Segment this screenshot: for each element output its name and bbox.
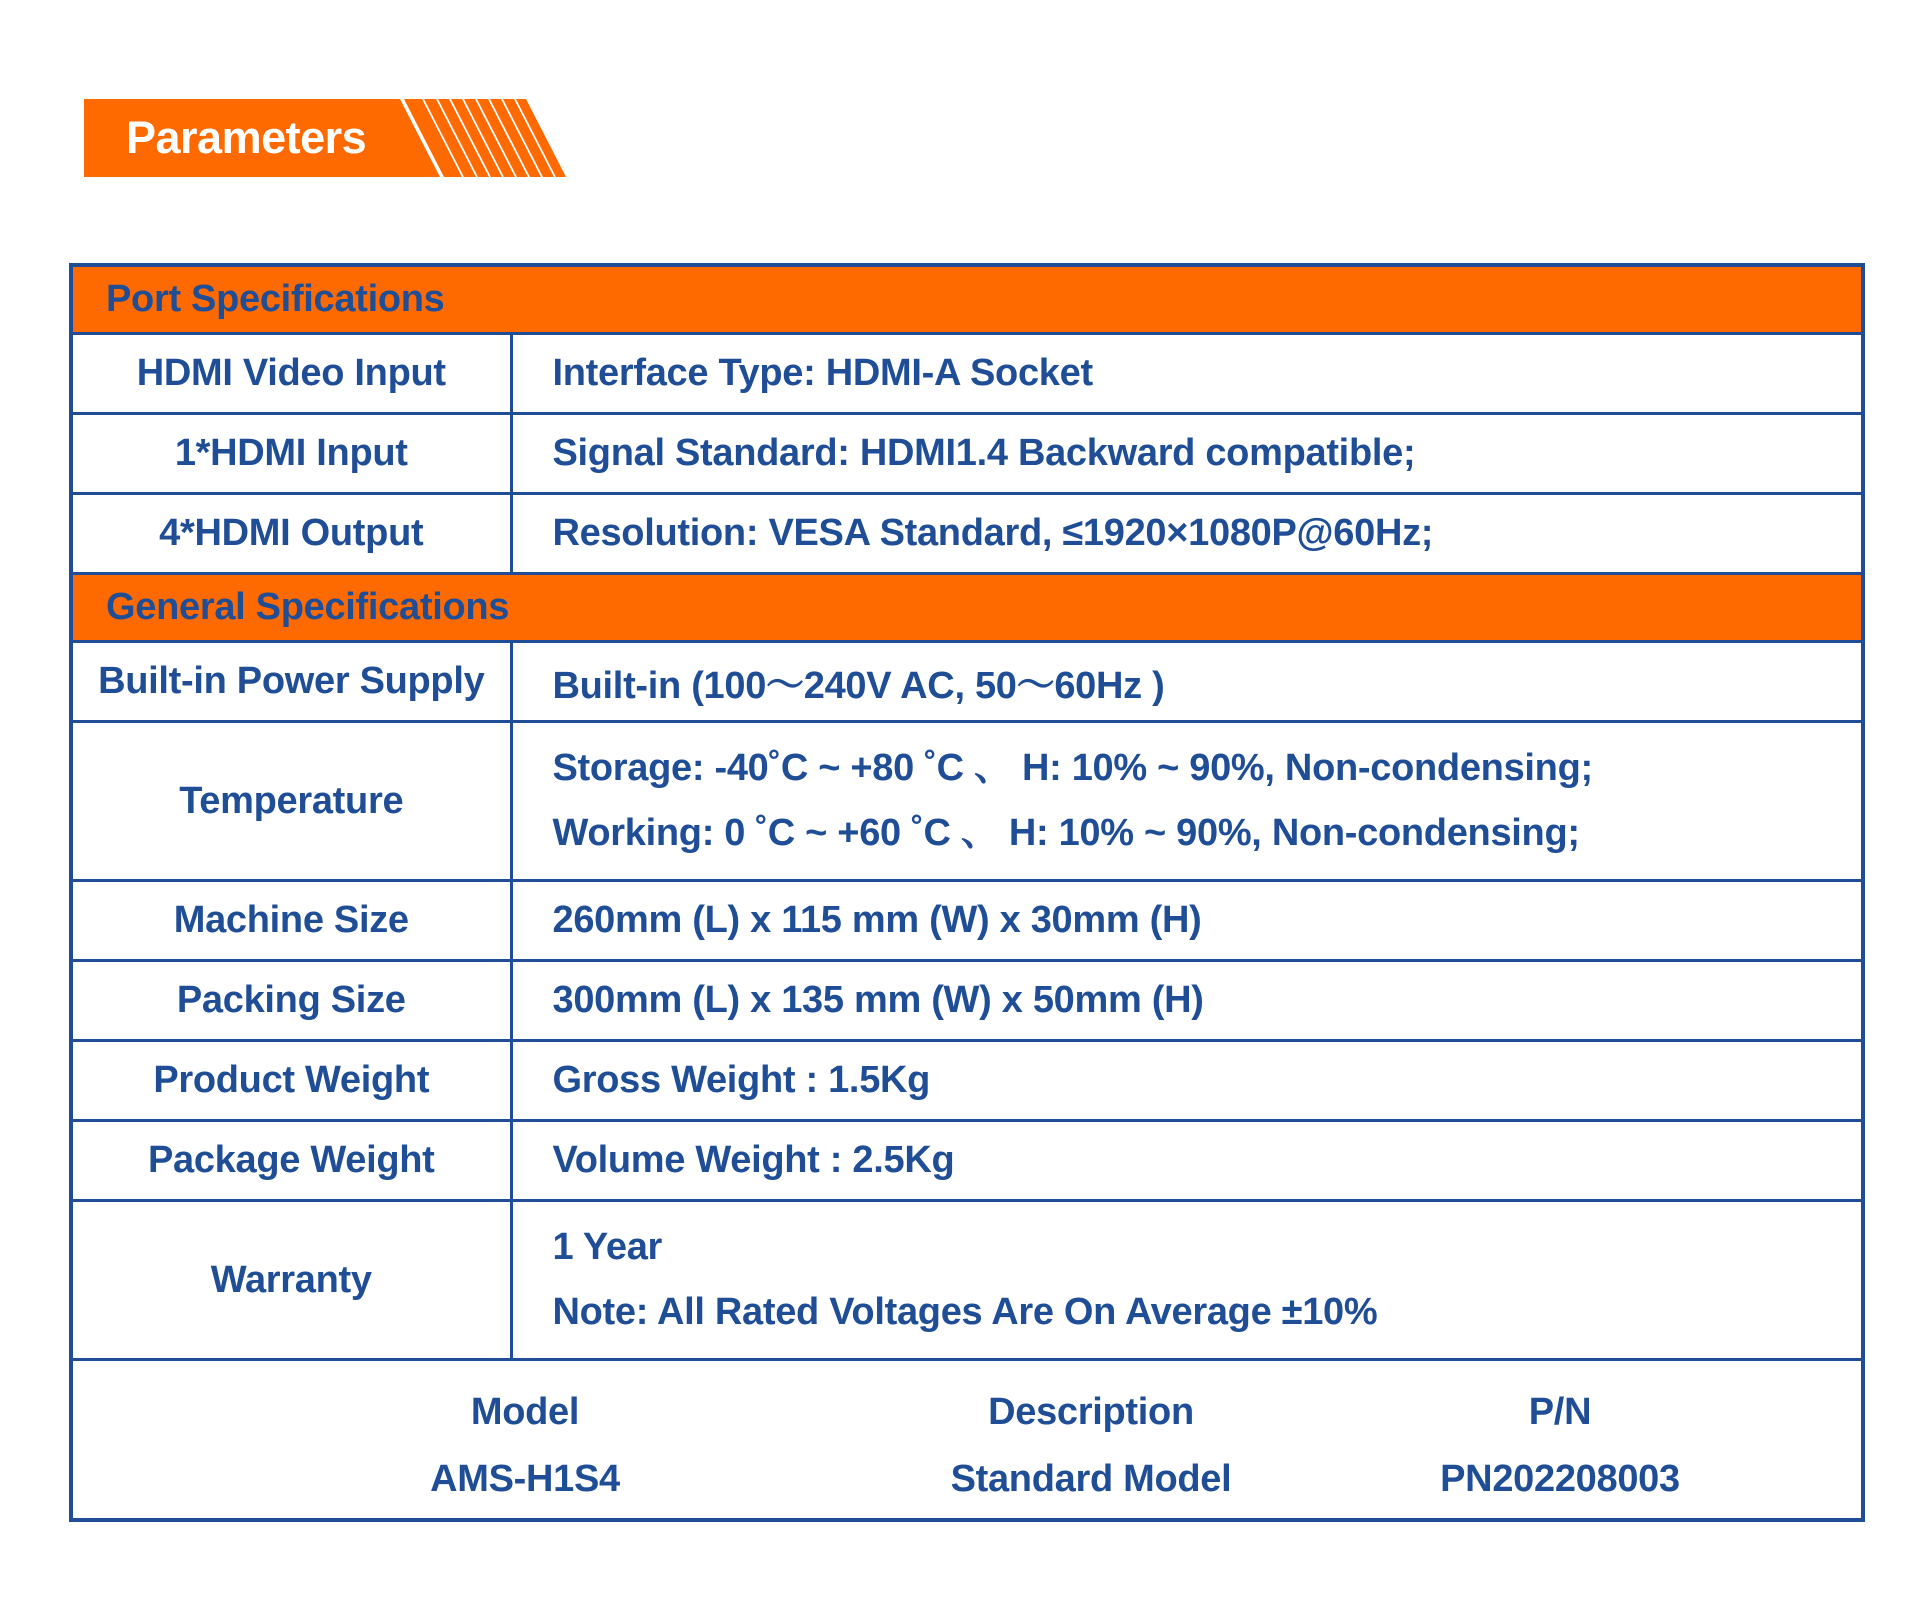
pn-column: [1330, 1379, 1790, 1513]
table-row: [71, 414, 1863, 494]
section-title: Port Specifications: [71, 265, 1863, 334]
row-value-warranty: [511, 1201, 1863, 1360]
model-info-row: [71, 1360, 1863, 1521]
row-value-gross-weight: Gross Weight : 1.5Kg: [511, 1041, 1863, 1121]
row-label-packing-size: Packing Size: [71, 961, 511, 1041]
pn-header: P/N: [1528, 1391, 1592, 1433]
row-label-machine-size: Machine Size: [71, 881, 511, 961]
warranty-note: Note: All Rated Voltages Are On Average ±10%: [552, 1291, 1378, 1333]
temperature-storage: Storage: -40˚C ~ +80 ˚C 、 H: 10% ~ 90%, Non-condensing;: [552, 747, 1593, 789]
parameters-banner: [84, 99, 566, 177]
description-column: [861, 1379, 1321, 1513]
row-value-packing-size: 300mm (L) x 135 mm (W) x 50mm (H): [511, 961, 1863, 1041]
row-label-hdmi-video-input: HDMI Video Input: [71, 334, 511, 414]
temperature-working: Working: 0 ˚C ~ +60 ˚C 、 H: 10% ~ 90%, Non-condensing;: [552, 812, 1580, 854]
row-value-signal-standard: Signal Standard: HDMI1.4 Backward compatible;: [511, 414, 1863, 494]
page-title: Parameters: [126, 112, 367, 163]
warranty-period: 1 Year: [552, 1226, 663, 1268]
table-row: [71, 642, 1863, 722]
section-title: General Specifications: [71, 574, 1863, 642]
model-value: AMS-H1S4: [430, 1458, 620, 1500]
row-label-power-supply: Built-in Power Supply: [71, 642, 511, 722]
row-value-resolution: Resolution: VESA Standard, ≤1920×1080P@60Hz;: [511, 494, 1863, 574]
table-row: [71, 494, 1863, 574]
table-row: [71, 722, 1863, 881]
table-row: [71, 334, 1863, 414]
row-value-temperature: [511, 722, 1863, 881]
spec-table: [69, 263, 1865, 1522]
table-row: [71, 1121, 1863, 1201]
row-label-hdmi-input: 1*HDMI Input: [71, 414, 511, 494]
row-label-product-weight: Product Weight: [71, 1041, 511, 1121]
row-value-interface-type: Interface Type: HDMI-A Socket: [511, 334, 1863, 414]
description-value: Standard Model: [950, 1458, 1232, 1500]
table-row: [71, 1201, 1863, 1360]
description-header: Description: [988, 1391, 1194, 1433]
table-row: [71, 881, 1863, 961]
model-column: [295, 1379, 755, 1513]
pn-value: PN202208003: [1440, 1458, 1680, 1500]
row-label-package-weight: Package Weight: [71, 1121, 511, 1201]
model-info-cell: [71, 1360, 1863, 1521]
row-label-temperature: Temperature: [71, 722, 511, 881]
model-header: Model: [470, 1391, 580, 1433]
section-header-port: [71, 265, 1863, 334]
row-value-power-supply: Built-in (100～240V AC, 50～60Hz ): [511, 642, 1863, 722]
row-value-machine-size: 260mm (L) x 115 mm (W) x 30mm (H): [511, 881, 1863, 961]
row-value-volume-weight: Volume Weight : 2.5Kg: [511, 1121, 1863, 1201]
table-row: [71, 961, 1863, 1041]
row-label-warranty: Warranty: [71, 1201, 511, 1360]
table-row: [71, 1041, 1863, 1121]
section-header-general: [71, 574, 1863, 642]
model-info-grid: [73, 1361, 1861, 1518]
row-label-hdmi-output: 4*HDMI Output: [71, 494, 511, 574]
